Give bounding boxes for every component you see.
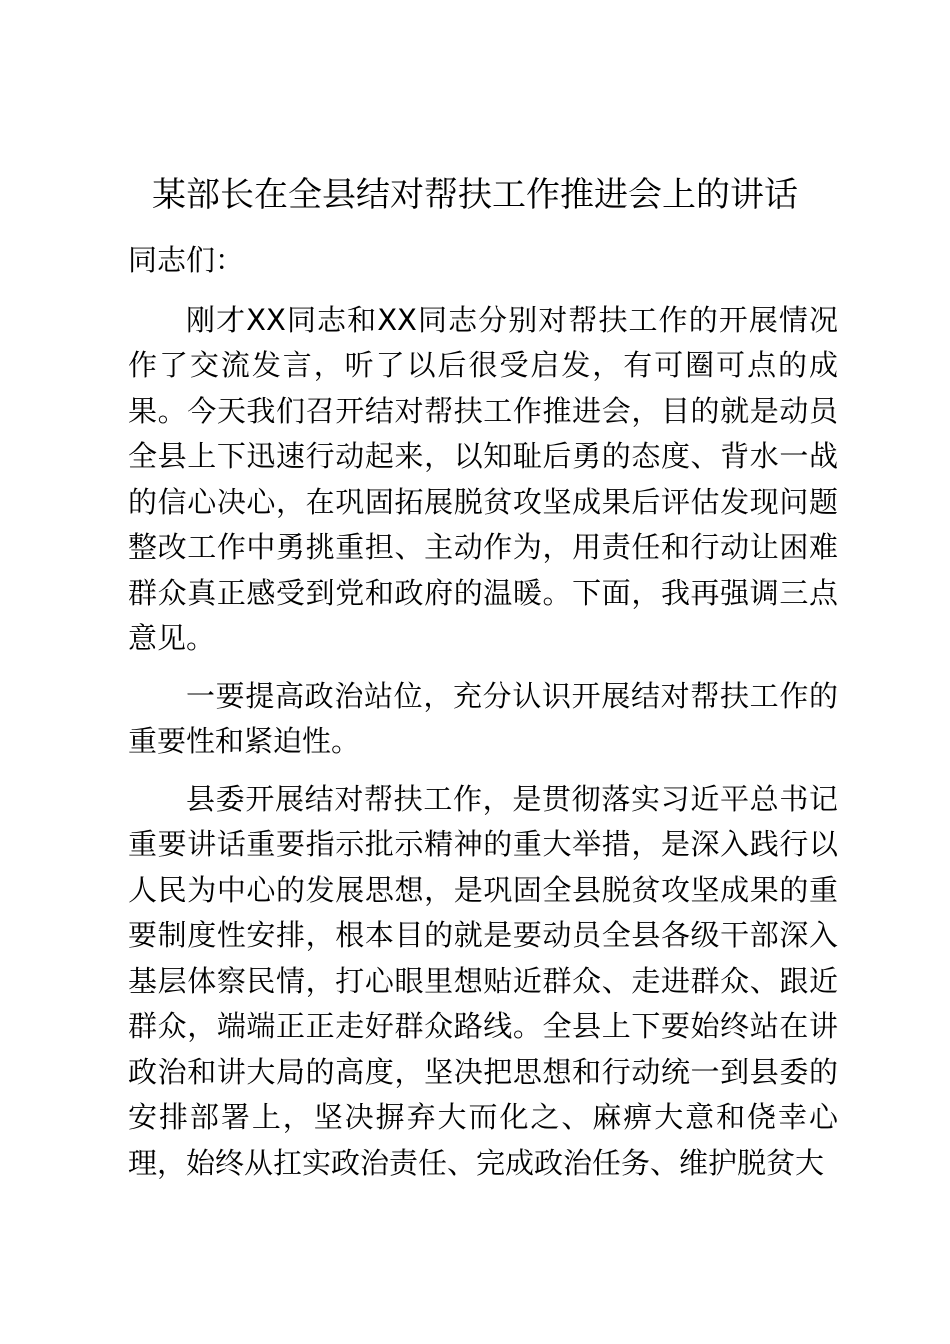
document-title: 某部长在全县结对帮扶工作推进会上的讲话 bbox=[152, 175, 798, 215]
salutation: 同志们： bbox=[128, 243, 245, 277]
paragraph-3: 县委开展结对帮扶工作，是贯彻落实习近平总书记重要讲话重要指示批示精神的重大举措，是深入践行以人民为中心的发展思想，是巩固全县脱贫攻坚成果的重要制度性安排，根本目的就是要动员全县各级干部深入基层体察民情，打心眼里想贴近群众、走进群众、跟近群众，端端正正走好群众路线。全县上下要始终站在讲政治和讲大局的高度，坚决把思想和行动统一到县委的安排部署上，坚决摒弃大而化之、麻痹大意和侥幸心理，始终从扛实政治责任、完成政治任务、维护脱贫大 bbox=[128, 781, 838, 1180]
paragraph-1: 刚才XX同志和XX同志分别对帮扶工作的开展情况作了交流发言，听了以后很受启发，有可圈可点的成果。今天我们召开结对帮扶工作推进会，目的就是动员全县上下迅速行动起来，以知耻后勇的态度、背水一战的信心决心，在巩固拓展脱贫攻坚成果后评估发现问题整改工作中勇挑重担、主动作为，用责任和行动让困难群众真正感受到党和政府的温暖。下面，我再强调三点意见。 bbox=[128, 302, 838, 655]
paragraph-2: 一要提高政治站位，充分认识开展结对帮扶工作的重要性和紧迫性。 bbox=[128, 678, 838, 758]
document-body bbox=[128, 238, 838, 1198]
